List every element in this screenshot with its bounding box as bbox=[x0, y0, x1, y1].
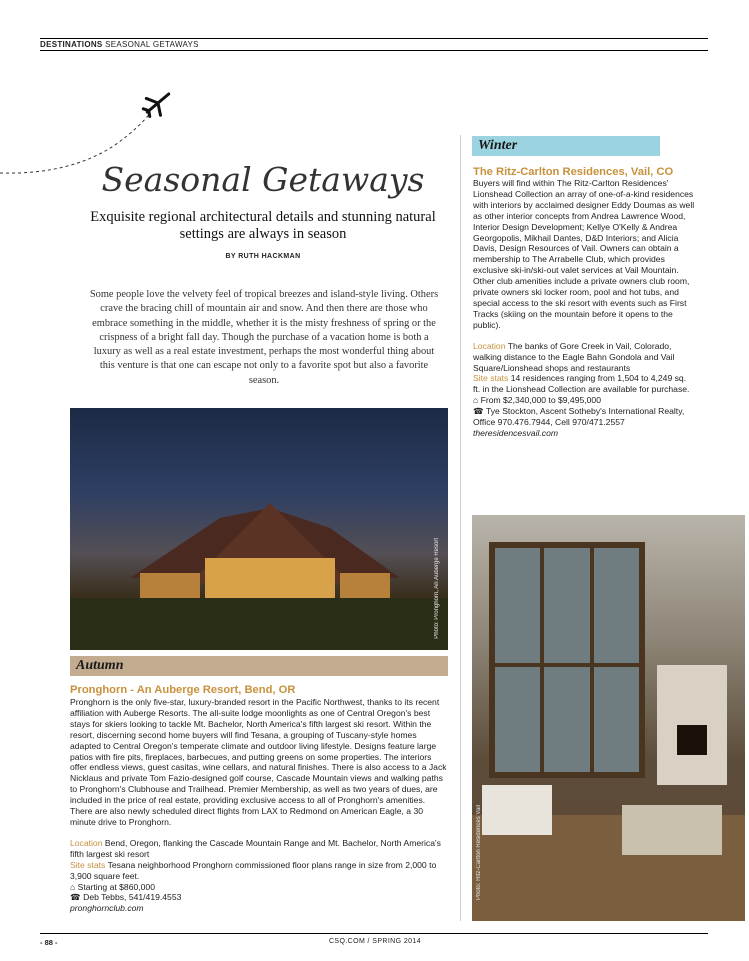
contact-text: Deb Tebbs, 541/419.4553 bbox=[83, 892, 182, 903]
byline: BY RUTH HACKMAN bbox=[225, 253, 301, 260]
location-text: The banks of Gore Creek in Vail, Colorado, walking distance to the Eagle Bahn Gondola and Vail Square/Lionshead shops and restaurants bbox=[473, 340, 675, 373]
winter-website-link[interactable]: theresidencesvail.com bbox=[473, 427, 559, 438]
contact-icon: ☎ bbox=[473, 406, 484, 417]
page-number: - 88 - bbox=[40, 938, 58, 947]
winter-section-bar: Winter bbox=[472, 136, 660, 156]
autumn-location bbox=[70, 838, 448, 860]
autumn-listing bbox=[70, 684, 448, 914]
photo-credit: Photo: Ritz-Carlton Residences Vail bbox=[476, 805, 482, 900]
price-icon: ⌂ bbox=[70, 881, 76, 892]
autumn-listing-title: Pronghorn - An Auberge Resort, Bend, OR bbox=[70, 684, 296, 696]
column-divider bbox=[460, 135, 461, 921]
contact-icon: ☎ bbox=[70, 892, 81, 903]
stats-text: 14 residences ranging from 1,504 to 4,249 sq. ft. in the Lionshead Collection are available for purchase. bbox=[473, 373, 690, 395]
winter-contact bbox=[473, 406, 695, 428]
stats-label: Site stats bbox=[473, 373, 509, 384]
autumn-website-link[interactable]: pronghornclub.com bbox=[70, 903, 144, 914]
winter-listing-body: Buyers will find within The Ritz-Carlton Residences' Lionshead Collection an array of one-of-a-kind residences with interiors by acclaimed designer Eddy Doumas as well as other interior concepts from Andrea Lawrence Wood, Interior Design Development; Kellye O'Kelly & Andrea Georgopolis, Mikhail Dantes, D&D Interiors; and Alicia Davis, Design Resources of Vail. Owners can obtain a membership to The Arrabelle Club, which provides exclusive ski-in/ski-out valet services at Vail Mountain. Other club amenities include a private owners club room, private owners ski locker room, pool and hot tubs, and special access to the ski resort with events such as First Tracks (skiing on the mountain before it opens to the public). bbox=[473, 178, 695, 330]
article-title: Seasonal Getaways bbox=[101, 160, 425, 199]
section-header bbox=[40, 40, 199, 49]
ritz-carlton-interior-photo bbox=[472, 515, 745, 921]
winter-listing bbox=[473, 166, 695, 439]
subsection-label: SEASONAL GETAWAYS bbox=[105, 40, 199, 49]
article-subtitle: Exquisite regional architectural details and stunning natural settings are always in season bbox=[90, 209, 436, 242]
intro-paragraph: Some people love the velvety feel of tropical breezes and island-style living. Others crave the bracing chill of mountain air and snow. And then there are those who embrace something in the middle, whether it is the misty freshness of spring or the crispness of a bright fall day. Though the purchase of a vacation home is both a luxury as well as a real estate investment, perhaps the most wonderful thing about this venture is that one can escape not only to a favorite spot but also a favorite season. bbox=[89, 289, 439, 386]
winter-price bbox=[473, 395, 695, 406]
footer-magazine: CSQ.COM / SPRING 2014 bbox=[328, 938, 422, 945]
pronghorn-resort-photo bbox=[70, 408, 448, 650]
autumn-section-bar: Autumn bbox=[70, 656, 448, 676]
autumn-contact bbox=[70, 892, 448, 903]
lodge-illustration bbox=[70, 408, 448, 650]
location-label: Location bbox=[70, 837, 103, 848]
autumn-price bbox=[70, 882, 448, 893]
stats-text: Tesana neighborhood Pronghorn commissioned floor plans range in size from 2,000 to 3,900 square feet. bbox=[70, 859, 437, 881]
header-rule bbox=[40, 50, 708, 51]
photo-credit: Photo: Pronghorn, An Auberge Resort bbox=[434, 538, 440, 639]
autumn-listing-body: Pronghorn is the only five-star, luxury-branded resort in the Pacific Northwest, thanks to its recent affiliation with Auberge Resorts. The all-suite lodge moonlights as one of Central Oregon's best stays for skiers looking to tackle Mt. Bachelor, North America's fifth largest ski resort. Within the resort, discerning second home buyers will find Tesana, a grouping of Tuscany-style homes adapted to Central Oregon's temperate climate and outdoor living lifestyle. Designs feature large patios with fire pits, fireplaces, barbecues, and putting greens on some properties. The interiors offer endless views, guest casitas, wine cellars, and natural finishes. There is also access to a Jack Nicklaus and private Tom Fazio-designed golf course, Cascade Mountain views and walking paths to Pronghorn's Clubhouse and Trailhead. Premier Membership, as well as two years of dues, are included in the price of real estate, providing exclusive access to all of Pronghorn's amenities. There are also newly scheduled direct flights from LAX to Redmond on American Eagle, a 30 minute drive to Pronghorn. bbox=[70, 697, 447, 827]
price-text: Starting at $860,000 bbox=[77, 881, 155, 892]
location-text: Bend, Oregon, flanking the Cascade Mountain Range and Mt. Bachelor, North America's fifth largest ski resort bbox=[70, 837, 441, 859]
price-icon: ⌂ bbox=[473, 395, 479, 406]
airplane-icon bbox=[139, 86, 175, 121]
price-text: From $2,340,000 to $9,495,000 bbox=[480, 395, 601, 406]
winter-stats bbox=[473, 373, 695, 395]
footer-rule bbox=[40, 933, 708, 934]
top-rule bbox=[40, 38, 708, 39]
autumn-stats bbox=[70, 860, 448, 882]
winter-location bbox=[473, 341, 695, 374]
winter-listing-title: The Ritz-Carlton Residences, Vail, CO bbox=[473, 166, 674, 178]
location-label: Location bbox=[473, 340, 506, 351]
stats-label: Site stats bbox=[70, 859, 106, 870]
section-label: DESTINATIONS bbox=[40, 40, 103, 49]
interior-illustration bbox=[472, 515, 745, 921]
contact-text: Tye Stockton, Ascent Sotheby's International Realty, Office 970.476.7944, Cell 970/471.2557 bbox=[473, 406, 685, 428]
